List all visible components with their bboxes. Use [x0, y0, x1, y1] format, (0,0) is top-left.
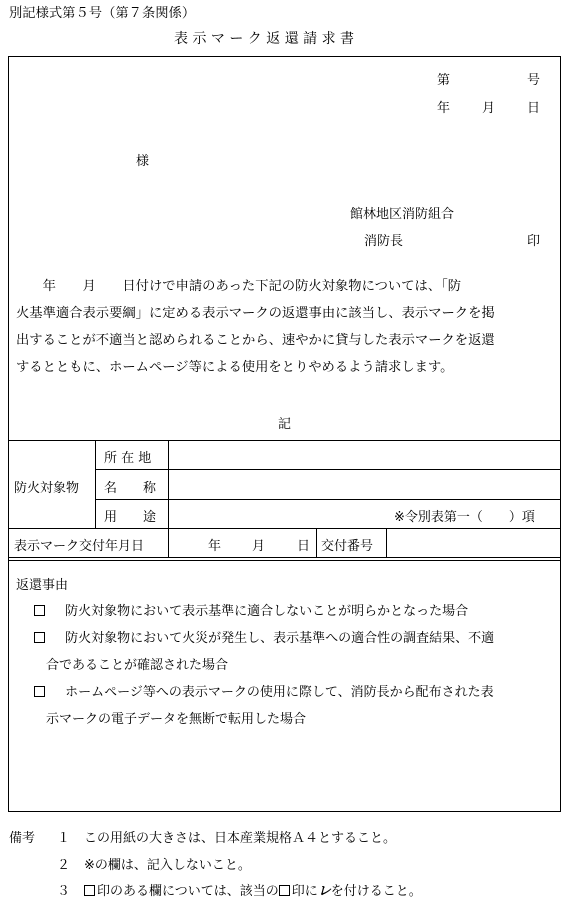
reason-text-cont: 示マークの電子データを無断で転用した場合: [46, 712, 307, 727]
note-text-3: [84, 880, 422, 899]
paragraph-line: 出することが不適当と認められることから、速やかに貸与した表示マークを返還: [16, 333, 495, 348]
table-vline: [95, 440, 96, 528]
row-use-label: 用 途: [104, 510, 157, 525]
note-number: ３: [57, 884, 71, 899]
date-year: 年: [437, 101, 451, 116]
issue-day: 日: [297, 539, 311, 554]
recipient-sama: 様: [136, 154, 150, 169]
row-issue-date-label: 表示マーク交付年月日: [14, 539, 145, 554]
issuer-title: 消防長: [364, 234, 404, 249]
page-title: 表 示 マ ー ク 返 還 請 求 書: [174, 31, 355, 47]
table-top-line: [8, 440, 561, 441]
note-text-pre: 印のある欄については、該当の: [97, 884, 279, 899]
reason-item[interactable]: [34, 681, 494, 700]
reason-text-cont: 合であることが確認された場合: [46, 658, 229, 673]
request-paragraph: [16, 273, 558, 381]
paragraph-line: 年 月 日付けで申請のあった下記の防火対象物については、「防: [16, 279, 462, 294]
paragraph-line: するとともに、ホームページ等による使用をとりやめるよう請求します。: [16, 360, 454, 375]
note-text: ※の欄は、記入しないこと。: [84, 858, 251, 873]
table-bottom-line-double: [8, 560, 561, 561]
note-text: この用紙の大きさは、日本産業規格Ａ４とすること。: [84, 831, 397, 846]
issue-number-label: 交付番号: [321, 539, 374, 554]
note-number: １: [57, 831, 71, 846]
issuer-seal: 印: [527, 234, 541, 249]
note-text-post: を付けること。: [330, 884, 422, 899]
table-vline: [168, 440, 169, 557]
date-day: 日: [527, 101, 541, 116]
checkbox-icon: [279, 885, 290, 896]
checkbox-icon[interactable]: [34, 686, 45, 697]
reason-text: 防火対象物において火災が発生し、表示基準への適合性の調査結果、不適: [65, 631, 495, 646]
reason-text: 防火対象物において表示基準に適合しないことが明らかとなった場合: [65, 604, 469, 619]
table-line: [8, 528, 561, 529]
table-vline: [386, 528, 387, 557]
group-label: 防火対象物: [14, 481, 80, 496]
number-go: 号: [527, 73, 541, 88]
form-label: 別記様式第５号（第７条関係）: [9, 6, 196, 21]
table-bottom-line: [8, 557, 561, 558]
check-mark-icon: レ: [317, 884, 331, 899]
paragraph-line: 火基準適合表示要綱」に定める表示マークの返還事由に該当し、表示マークを掲: [16, 306, 495, 321]
reasons-heading: 返還事由: [16, 578, 69, 593]
row-location-label: 所 在 地: [104, 451, 152, 466]
issuer-org: 館林地区消防組合: [350, 207, 455, 222]
table-vline: [316, 528, 317, 557]
reason-item[interactable]: [34, 627, 494, 646]
checkbox-icon[interactable]: [34, 605, 45, 616]
reason-text: ホームページ等への表示マークの使用に際して、消防長から配布された表: [65, 685, 494, 700]
checkbox-icon: [84, 885, 95, 896]
reason-item[interactable]: [34, 600, 468, 619]
table-line: [95, 469, 561, 470]
number-dai: 第: [437, 73, 451, 88]
notes-label: 備考: [9, 831, 36, 846]
table-line: [95, 499, 561, 500]
issue-year: 年: [208, 539, 222, 554]
use-note: ※令別表第一（ ）項: [394, 510, 535, 525]
ki-heading: 記: [278, 417, 292, 432]
row-name-label: 名 称: [104, 481, 157, 496]
date-month: 月: [482, 101, 496, 116]
checkbox-icon[interactable]: [34, 632, 45, 643]
note-text-mid: 印に: [291, 884, 318, 899]
note-number: ２: [57, 858, 71, 873]
issue-month: 月: [252, 539, 266, 554]
